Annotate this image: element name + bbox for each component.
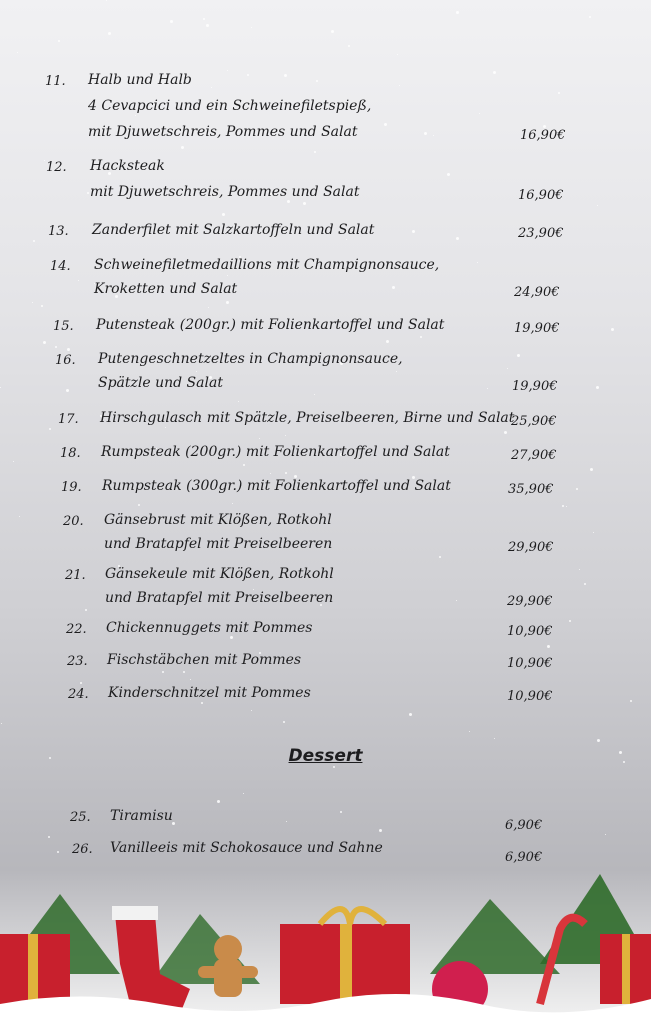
menu-item-number: 21. (65, 568, 86, 583)
snowflake-icon (424, 132, 427, 135)
menu-item-number: 19. (61, 480, 82, 495)
dessert-item-number: 26. (72, 842, 93, 857)
snowflake-icon (227, 70, 228, 71)
menu-item-description: Fischstäbchen mit Pommes (107, 652, 302, 668)
snowflake-icon (0, 387, 1, 388)
snowflake-icon (283, 721, 285, 723)
snowflake-icon (379, 829, 382, 832)
snowflake-icon (605, 834, 606, 835)
snowflake-icon (80, 682, 82, 684)
snowflake-icon (493, 71, 496, 74)
snowflake-icon (630, 700, 632, 702)
menu-item-number: 13. (48, 224, 69, 239)
snowflake-icon (190, 679, 191, 680)
menu-item-price: 10,90€ (507, 624, 553, 639)
snowflake-icon (203, 18, 205, 20)
snowflake-icon (579, 569, 580, 570)
menu-item-description: Kroketten und Salat (94, 281, 238, 297)
snowflake-icon (211, 87, 212, 88)
menu-item-price: 19,90€ (512, 379, 558, 394)
menu-item-price: 25,90€ (511, 414, 557, 429)
snowflake-icon (504, 431, 507, 434)
menu-item-price: 29,90€ (508, 540, 554, 555)
snowflake-icon (346, 239, 347, 240)
menu-item-description: Putengeschnetzeltes in Champignonsauce, (98, 351, 403, 367)
snowflake-icon (397, 54, 398, 55)
snowflake-icon (384, 123, 387, 126)
snowflake-icon (44, 160, 45, 161)
menu-item-number: 15. (53, 319, 74, 334)
snowflake-icon (227, 275, 228, 276)
snowflake-icon (597, 739, 600, 742)
snowflake-icon (106, 0, 107, 1)
snowflake-icon (251, 27, 252, 28)
snowflake-icon (517, 354, 520, 357)
menu-item-price: 10,90€ (507, 656, 553, 671)
snowflake-icon (33, 240, 35, 242)
menu-item-description: Rumpsteak (300gr.) mit Folienkartoffel und Salat (102, 478, 451, 494)
snowflake-icon (162, 671, 164, 673)
dessert-item-description: Tiramisu (110, 808, 173, 824)
menu-item-price: 35,90€ (508, 482, 554, 497)
snowflake-icon (135, 115, 136, 116)
snowflake-icon (49, 428, 51, 430)
snowflake-icon (78, 280, 79, 281)
snowflake-icon (597, 205, 598, 206)
menu-item-description: Gänsekeule mit Klößen, Rotkohl (105, 566, 334, 582)
menu-item-price: 16,90€ (520, 128, 566, 143)
snowflake-icon (314, 151, 316, 153)
snowflake-icon (447, 173, 450, 176)
snowflake-icon (165, 427, 166, 428)
snowflake-icon (43, 341, 46, 344)
snowflake-icon (217, 800, 220, 803)
snowflake-icon (17, 52, 18, 53)
menu-item-number: 14. (50, 259, 71, 274)
menu-item-price: 24,90€ (514, 285, 560, 300)
menu-item-price: 10,90€ (507, 689, 553, 704)
menu-item-price: 27,90€ (511, 448, 557, 463)
snowflake-icon (396, 371, 397, 372)
snowflake-icon (57, 851, 59, 853)
snowflake-icon (456, 237, 459, 240)
snowflake-icon (287, 200, 290, 203)
menu-item-number: 24. (68, 687, 89, 702)
snowflake-icon (138, 504, 140, 506)
snowflake-icon (41, 305, 43, 307)
snowflake-icon (314, 394, 315, 395)
snowflake-icon (348, 45, 350, 47)
snowflake-icon (243, 793, 244, 794)
menu-item-description: Hirschgulasch mit Spätzle, Preiselbeeren, Birne und Salat (100, 410, 515, 426)
snowflake-icon (87, 192, 89, 194)
snowflake-icon (270, 473, 271, 474)
snowflake-icon (399, 85, 400, 86)
snowflake-icon (303, 202, 306, 205)
snowflake-icon (479, 113, 480, 114)
snowflake-icon (433, 135, 434, 136)
dessert-item-number: 25. (70, 810, 91, 825)
dessert-item-price: 6,90€ (505, 850, 543, 865)
snowflake-icon (226, 301, 229, 304)
menu-item-description: und Bratapfel mit Preiselbeeren (105, 590, 334, 606)
menu-item-number: 20. (63, 514, 84, 529)
menu-item-number: 22. (66, 622, 87, 637)
snowflake-icon (562, 505, 564, 507)
snowflake-icon (331, 30, 334, 33)
snowflake-icon (412, 230, 415, 233)
menu-item-number: 18. (60, 446, 81, 461)
menu-item-description: Spätzle und Salat (98, 375, 223, 391)
snowflake-icon (183, 671, 185, 673)
snowflake-icon (67, 348, 70, 351)
dessert-heading: Dessert (288, 746, 363, 766)
snowflake-icon (230, 636, 233, 639)
menu-item-price: 23,90€ (518, 226, 564, 241)
menu-item-number: 23. (67, 654, 88, 669)
christmas-decoration (0, 854, 651, 1024)
menu-item-description: Kinderschnitzel mit Pommes (108, 685, 311, 701)
snowflake-icon (589, 16, 591, 18)
snowflake-icon (48, 836, 50, 838)
snowflake-icon (469, 731, 470, 732)
menu-item-price: 19,90€ (514, 321, 560, 336)
menu-item-description: Zanderfilet mit Salzkartoffeln und Salat (92, 222, 375, 238)
snowflake-icon (569, 620, 571, 622)
snowflake-icon (456, 600, 457, 601)
snowflake-icon (333, 766, 335, 768)
snowflake-icon (285, 435, 286, 436)
snowflake-icon (284, 74, 287, 77)
menu-item-number: 12. (46, 160, 67, 175)
snowflake-icon (19, 516, 20, 517)
snowflake-icon (181, 146, 184, 149)
menu-item-price: 29,90€ (507, 594, 553, 609)
snowflake-icon (285, 472, 287, 474)
snowflake-icon (590, 468, 593, 471)
snowflake-icon (66, 389, 69, 392)
snowflake-icon (593, 532, 594, 533)
snowflake-icon (340, 811, 342, 813)
snowflake-icon (1, 723, 2, 724)
snowflake-icon (494, 738, 495, 739)
snowflake-icon (576, 488, 578, 490)
snowflake-icon (392, 286, 395, 289)
snowflake-icon (409, 713, 412, 716)
menu-item-number: 17. (58, 412, 79, 427)
menu-item-description: mit Djuwetschreis, Pommes und Salat (88, 124, 358, 140)
snowflake-icon (85, 609, 87, 611)
snowflake-icon (584, 583, 586, 585)
snowflake-icon (232, 503, 233, 504)
snowflake-icon (32, 302, 33, 303)
snowflake-icon (243, 464, 245, 466)
snowflake-icon (196, 371, 197, 372)
snowflake-icon (316, 80, 318, 82)
snowflake-icon (487, 388, 488, 389)
menu-item-price: 16,90€ (518, 188, 564, 203)
snowflake-icon (170, 20, 173, 23)
snowflake-icon (596, 386, 599, 389)
snowflake-icon (386, 340, 389, 343)
snowflake-icon (206, 24, 209, 27)
menu-item-description: Chickennuggets mit Pommes (106, 620, 313, 636)
snowflake-icon (251, 710, 252, 711)
snowflake-icon (477, 262, 478, 263)
snowflake-icon (507, 368, 508, 369)
snowflake-icon (566, 506, 567, 507)
snowflake-icon (286, 821, 287, 822)
menu-item-number: 16. (55, 353, 76, 368)
menu-item-description: mit Djuwetschreis, Pommes und Salat (90, 184, 360, 200)
snowflake-icon (55, 346, 57, 348)
snowflake-icon (58, 40, 60, 42)
snowflake-icon (222, 213, 225, 216)
dessert-item-price: 6,90€ (505, 818, 543, 833)
snowflake-icon (201, 702, 203, 704)
snowflake-icon (456, 11, 459, 14)
menu-item-description: Halb und Halb (88, 72, 192, 88)
snowflake-icon (558, 92, 560, 94)
menu-item-description: Schweinefiletmedaillions mit Champignonsauce, (94, 257, 440, 273)
snowflake-icon (611, 328, 614, 331)
snowflake-icon (208, 307, 209, 308)
snowflake-icon (547, 645, 550, 648)
snowflake-icon (439, 556, 441, 558)
dessert-item-description: Vanilleeis mit Schokosauce und Sahne (110, 840, 383, 856)
menu-item-description: 4 Cevapcici und ein Schweinefiletspieß, (88, 98, 372, 114)
snowflake-icon (108, 32, 111, 35)
snowflake-icon (420, 336, 422, 338)
menu-item-number: 11. (45, 74, 66, 89)
snowflake-icon (247, 74, 249, 76)
snowflake-icon (13, 461, 14, 462)
menu-item-description: Rumpsteak (200gr.) mit Folienkartoffel und Salat (101, 444, 450, 460)
menu-item-description: Putensteak (200gr.) mit Folienkartoffel und Salat (96, 317, 445, 333)
snowflake-icon (238, 401, 239, 402)
menu-item-description: und Bratapfel mit Preiselbeeren (104, 536, 333, 552)
snowflake-icon (259, 438, 260, 439)
menu-item-description: Gänsebrust mit Klößen, Rotkohl (104, 512, 332, 528)
menu-item-description: Hacksteak (90, 158, 165, 174)
